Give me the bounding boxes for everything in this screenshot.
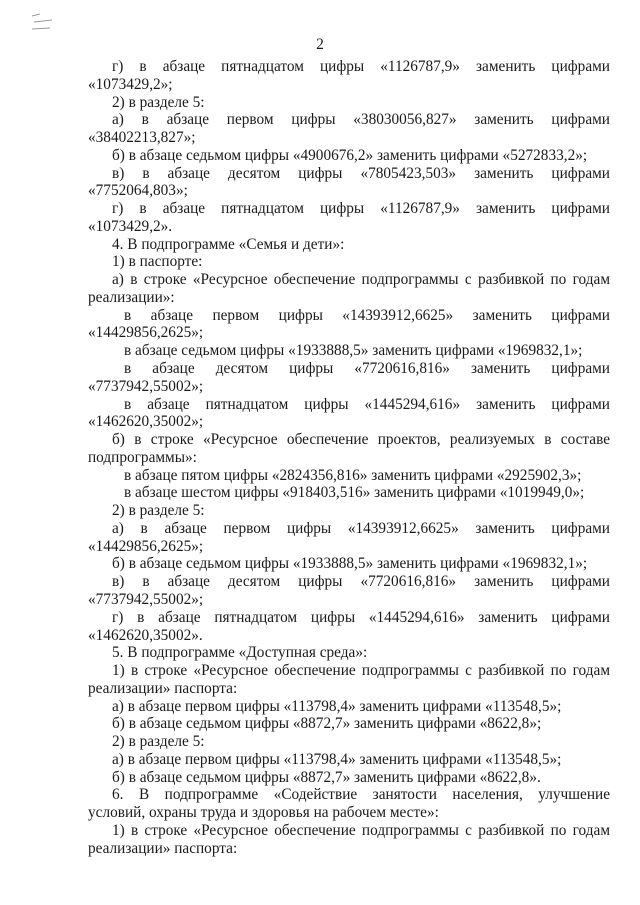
text-line: б) в абзаце седьмом цифры «8872,7» заменить цифрами «8622,8»; [112,715,542,733]
text-line: г) в абзаце пятнадцатом цифры «1126787,9» заменить цифрами [112,200,610,218]
text-line: в) в абзаце десятом цифры «7805423,503» заменить цифрами [112,164,610,182]
text-line: а) в абзаце первом цифры «38030056,827» заменить цифрами [112,111,610,129]
text-line: в абзаце пятнадцатом цифры «1445294,616» заменить цифрами [124,395,610,413]
text-line: в абзаце первом цифры «14393912,6625» заменить цифрами [124,306,610,324]
text-line: в абзаце десятом цифры «7720616,816» заменить цифрами [124,360,610,378]
text-line: 6. В подпрограмме «Содействие занятости населения, улучшение [112,786,610,804]
text-line: «14429856,2625»; [88,324,204,342]
text-line: а) в абзаце первом цифры «113798,4» заменить цифрами «113548,5»; [112,750,562,768]
page-number: 2 [316,36,324,53]
text-line: реализации» паспорта: [88,839,238,857]
text-line: «7752064,803»; [88,182,188,200]
text-line: «38402213,827»; [88,129,196,147]
text-line: 5. В подпрограмме «Доступная среда»: [112,644,368,662]
text-line: подпрограммы»: [88,448,197,466]
text-line: 2) в разделе 5: [112,93,205,111]
text-line: б) в строке «Ресурсное обеспечение проектов, реализуемых в составе [112,431,610,449]
document-body [88,58,610,857]
text-line: «7737942,55002»; [88,377,204,395]
text-line: г) в абзаце пятнадцатом цифры «1126787,9» заменить цифрами [112,58,610,75]
text-line: «1462620,35002»; [88,413,204,431]
text-line: 2) в разделе 5: [112,733,205,751]
text-line: б) в абзаце седьмом цифры «4900676,2» заменить цифрами «5272833,2»; [112,146,588,164]
text-line: реализации»: [88,288,175,306]
text-line: 1) в строке «Ресурсное обеспечение подпрограммы с разбивкой по годам [112,821,610,839]
text-line: г) в абзаце пятнадцатом цифры «1445294,616» заменить цифрами [112,608,610,626]
text-line: реализации» паспорта: [88,679,238,697]
text-line: «7737942,55002»; [88,590,204,608]
text-line: условий, охраны труда и здоровья на рабочем месте»: [88,804,439,822]
scan-mark-icon [30,12,56,34]
text-line: а) в абзаце первом цифры «14393912,6625» заменить цифрами [112,519,610,537]
text-line: б) в абзаце седьмом цифры «1933888,5» заменить цифрами «1969832,1»; [112,555,588,573]
text-line: «1462620,35002». [88,626,203,644]
text-line: «1073429,2»; [88,75,173,93]
text-line: в) в абзаце десятом цифры «7720616,816» заменить цифрами [112,573,610,591]
text-line: 1) в паспорте: [112,253,203,271]
text-line: 1) в строке «Ресурсное обеспечение подпрограммы с разбивкой по годам [112,662,610,680]
text-line: в абзаце пятом цифры «2824356,816» заменить цифрами «2925902,3»; [124,466,582,484]
text-line: а) в строке «Ресурсное обеспечение подпрограммы с разбивкой по годам [112,271,610,289]
text-line: «14429856,2625»; [88,537,204,555]
text-line: в абзаце седьмом цифры «1933888,5» заменить цифрами «1969832,1»; [124,342,583,360]
text-line: а) в абзаце первом цифры «113798,4» заменить цифрами «113548,5»; [112,697,562,715]
text-line: «1073429,2». [88,217,173,235]
text-line: б) в абзаце седьмом цифры «8872,7» заменить цифрами «8622,8». [112,768,541,786]
text-line: 2) в разделе 5: [112,502,205,520]
text-line: 4. В подпрограмме «Семья и дети»: [112,235,345,253]
text-line: в абзаце шестом цифры «918403,516» заменить цифрами «1019949,0»; [124,484,585,502]
